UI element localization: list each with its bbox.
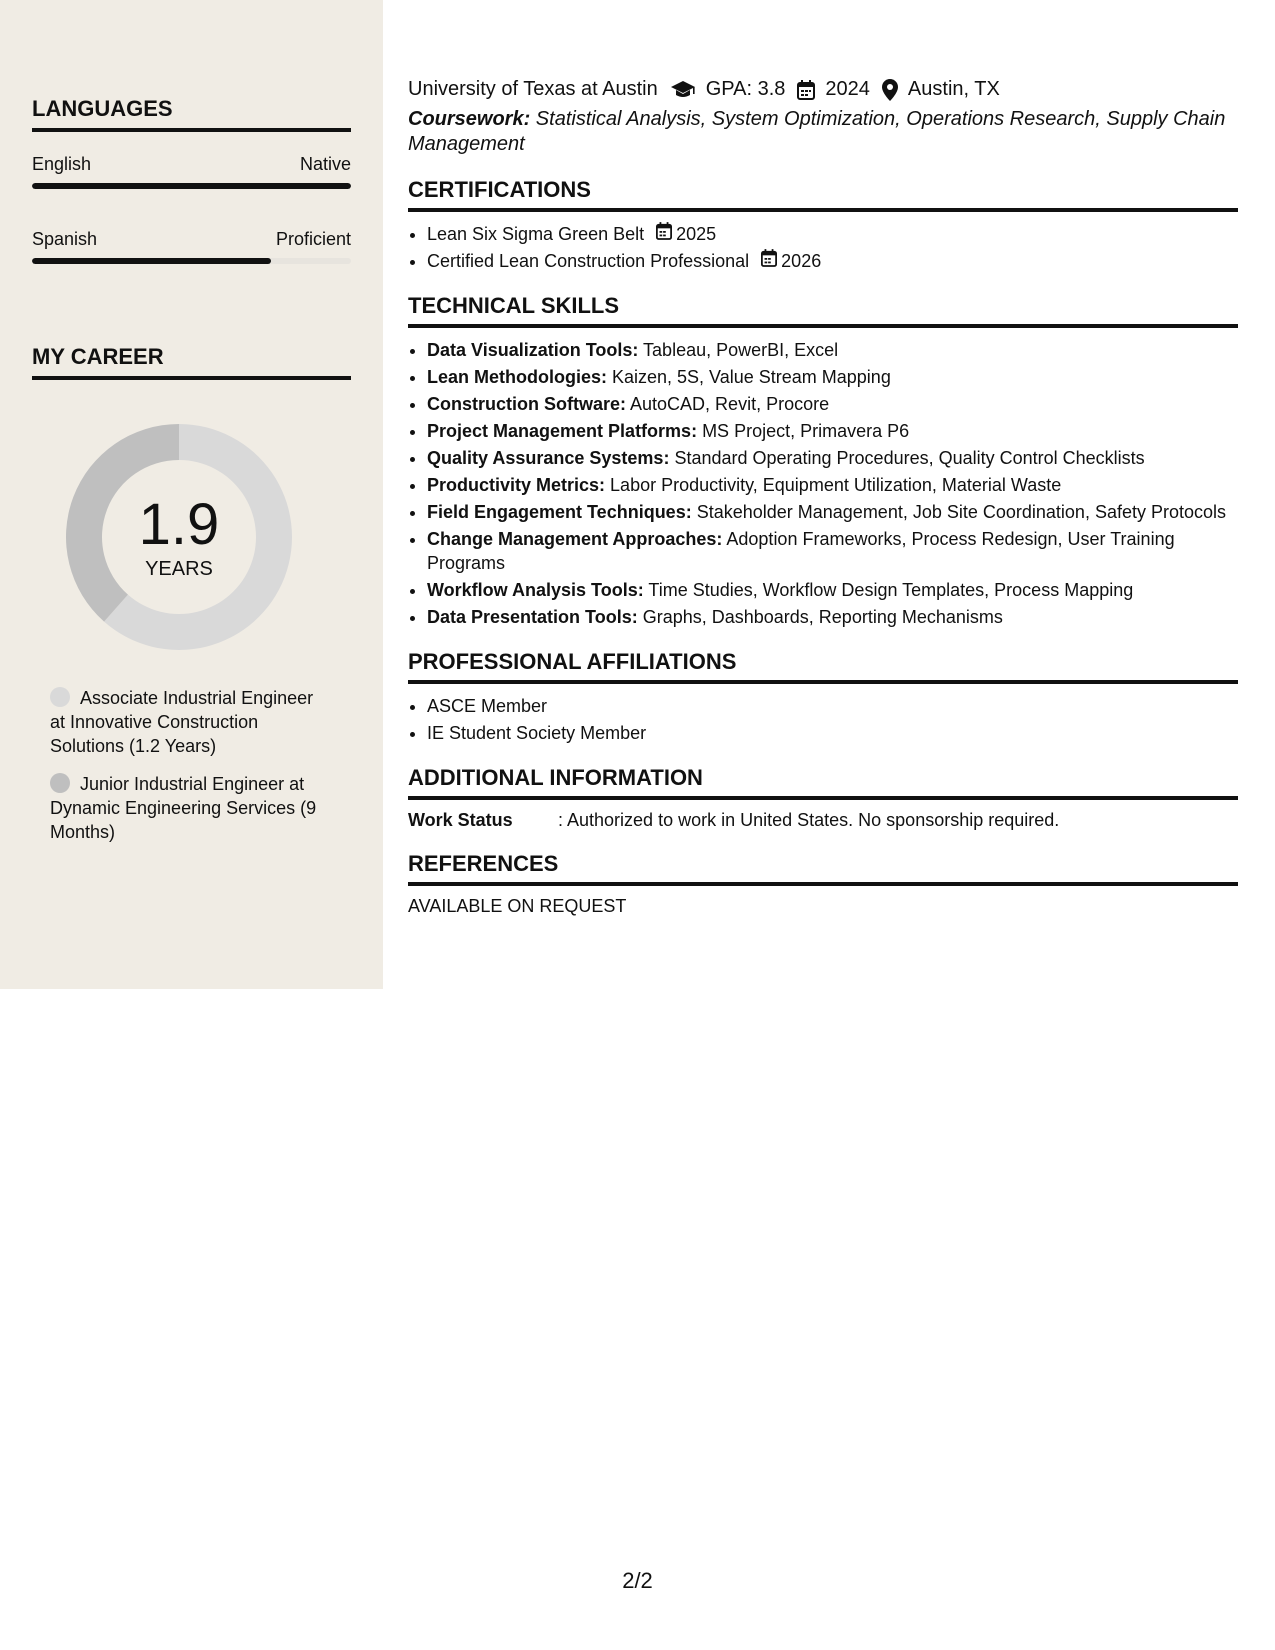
coursework-list: Statistical Analysis, System Optimization, Operations Research, Supply Chain Management (408, 108, 1226, 155)
legend-dot-icon (50, 773, 70, 793)
work-status-label: Work Status (408, 810, 513, 830)
language-proficiency-fill (32, 183, 351, 189)
skills-list (408, 338, 1238, 629)
sidebar (0, 0, 383, 989)
language-name: Spanish (32, 229, 98, 249)
references-section (408, 851, 1238, 917)
certifications-list (408, 222, 1238, 273)
language-level: Native (299, 154, 351, 174)
languages-heading: LANGUAGES (32, 96, 351, 132)
legend-dot-icon (50, 687, 70, 707)
skill-label: Project Management Platforms: (427, 421, 698, 441)
skill-value: MS Project, Primavera P6 (697, 421, 910, 441)
skill-label: Data Visualization Tools: (427, 340, 639, 360)
graduation-year: 2024 (825, 78, 870, 100)
career-total-unit: YEARS (145, 558, 213, 580)
location-pin-icon (882, 79, 898, 101)
career-legend (32, 686, 351, 844)
skill-value: Kaizen, 5S, Value Stream Mapping (607, 367, 891, 387)
skill-item (427, 392, 1238, 416)
calendar-icon (656, 222, 676, 246)
skill-value: Standard Operating Procedures, Quality Control Checklists (669, 448, 1145, 468)
calendar-icon (797, 80, 815, 100)
skill-label: Construction Software: (427, 394, 627, 414)
education-entry (408, 78, 1238, 157)
affiliations-section (408, 649, 1238, 745)
skills-section (408, 293, 1238, 629)
skill-value: Stakeholder Management, Job Site Coordination, Safety Protocols (691, 502, 1227, 522)
skill-value: Time Studies, Workflow Design Templates, Process Mapping (643, 580, 1134, 600)
skill-label: Field Engagement Techniques: (427, 502, 692, 522)
calendar-icon (761, 249, 781, 273)
career-legend-text: Associate Industrial Engineer at Innovative Construction Solutions (1.2 Years) (50, 688, 314, 756)
gpa: GPA: 3.8 (705, 78, 786, 100)
certification-item (427, 222, 1238, 246)
skill-item (427, 527, 1238, 575)
affiliations-list (408, 694, 1238, 745)
skill-label: Change Management Approaches: (427, 529, 723, 549)
language-item (32, 154, 351, 189)
career-heading: MY CAREER (32, 344, 351, 380)
skill-item (427, 473, 1238, 497)
skill-label: Productivity Metrics: (427, 475, 606, 495)
skill-item (427, 446, 1238, 470)
page-number: 2/2 (622, 1568, 653, 1593)
language-item (32, 229, 351, 264)
skill-item (427, 365, 1238, 389)
location: Austin, TX (907, 78, 1000, 100)
skill-label: Workflow Analysis Tools: (427, 580, 644, 600)
career-legend-item (50, 772, 321, 844)
skill-item (427, 338, 1238, 362)
affiliations-heading: PROFESSIONAL AFFILIATIONS (408, 649, 1238, 684)
coursework-label: Coursework: (408, 108, 531, 130)
career-donut-chart (66, 424, 292, 650)
languages-section (32, 96, 351, 264)
language-proficiency-bar (32, 183, 351, 189)
school-name: University of Texas at Austin (408, 78, 658, 100)
skill-item (427, 500, 1238, 524)
skill-value: Graphs, Dashboards, Reporting Mechanisms (637, 607, 1003, 627)
skills-heading: TECHNICAL SKILLS (408, 293, 1238, 328)
certification-year: 2026 (781, 251, 822, 271)
additional-info-heading: ADDITIONAL INFORMATION (408, 765, 1238, 800)
career-total-value: 1.9 (138, 492, 220, 557)
graduation-cap-icon (670, 80, 696, 100)
affiliation-item: • ASCE Member (427, 694, 1238, 718)
skill-value: Adoption Frameworks, Process Redesign, User Training Programs (427, 529, 1175, 573)
coursework (408, 107, 1238, 157)
certification-name: Certified Lean Construction Professional (427, 251, 750, 271)
language-proficiency-fill (32, 258, 271, 264)
skill-item (427, 419, 1238, 443)
language-level: Proficient (275, 229, 351, 249)
certification-item (427, 249, 1238, 273)
work-status-value: : Authorized to work in United States. No sponsorship required. (558, 810, 1060, 830)
certification-name: Lean Six Sigma Green Belt (427, 224, 645, 244)
skill-label: Data Presentation Tools: (427, 607, 638, 627)
references-text: AVAILABLE ON REQUEST (408, 896, 627, 916)
career-legend-text: Junior Industrial Engineer at Dynamic Engineering Services (9 Months) (50, 774, 317, 842)
skill-label: Quality Assurance Systems: (427, 448, 670, 468)
skill-label: Lean Methodologies: (427, 367, 607, 387)
certifications-heading: CERTIFICATIONS (408, 177, 1238, 212)
skill-item (427, 605, 1238, 629)
affiliation-item: • IE Student Society Member (427, 721, 1238, 745)
skill-value: Tableau, PowerBI, Excel (638, 340, 839, 360)
career-legend-item (50, 686, 321, 758)
main-content (408, 78, 1238, 917)
skill-value: AutoCAD, Revit, Procore (626, 394, 830, 414)
skill-value: Labor Productivity, Equipment Utilization, Material Waste (605, 475, 1062, 495)
references-heading: REFERENCES (408, 851, 1238, 886)
certification-year: 2025 (676, 224, 717, 244)
certifications-section (408, 177, 1238, 273)
language-name: English (32, 154, 92, 174)
skill-item (427, 578, 1238, 602)
language-proficiency-bar (32, 258, 351, 264)
additional-info-section (408, 765, 1238, 831)
career-section (32, 344, 351, 844)
